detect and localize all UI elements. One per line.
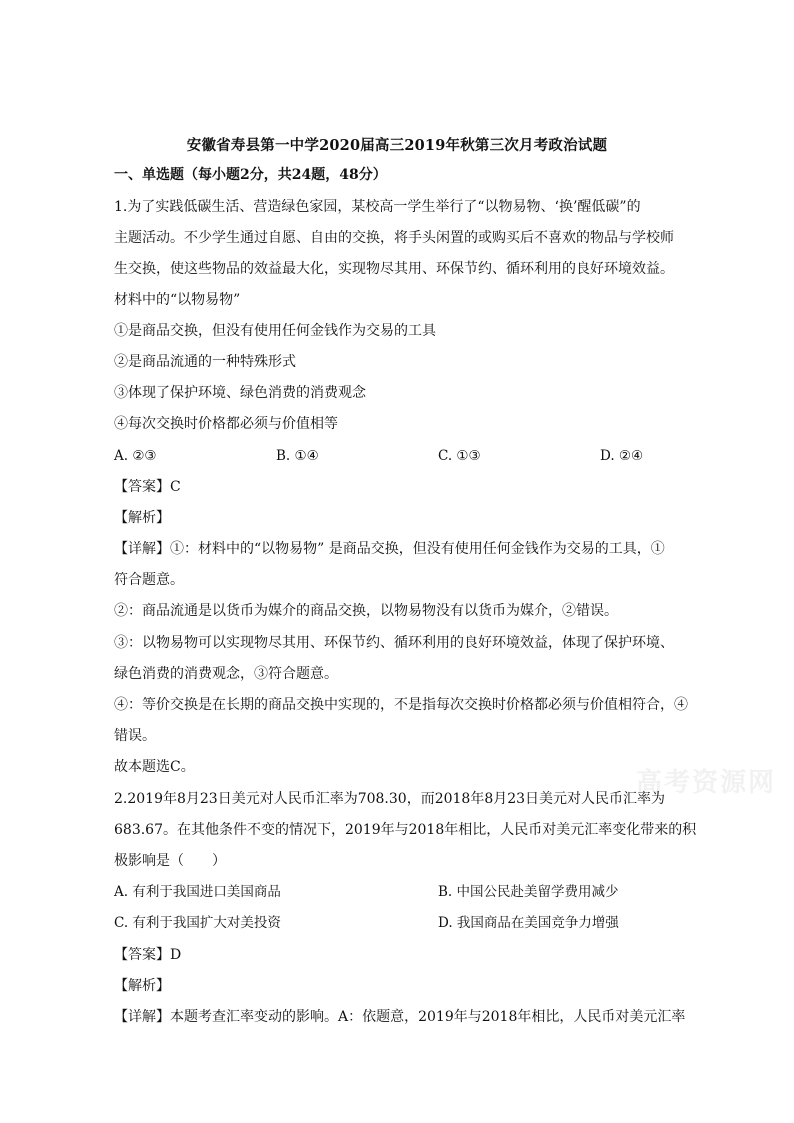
q2-option-c: C. 有利于我国扩大对美投资 xyxy=(114,915,281,931)
section-heading: 一、单选题（每小题2分，共24题，48分） xyxy=(114,167,387,183)
q1-stem-line: 生交换，使这些物品的效益最大化，实现物尽其用、环保节约、循环利用的良好环境效益。 xyxy=(114,261,674,277)
q1-option-d: D. ②④ xyxy=(600,448,644,464)
watermark: 高考资源网 xyxy=(636,768,777,798)
q1-statement: ①是商品交换，但没有使用任何金钱作为交易的工具 xyxy=(114,323,436,339)
q1-statement: ③体现了保护环境、绿色消费的消费观念 xyxy=(114,385,366,401)
q1-detail-line: 【详解】①：材料中的“以物易物” 是商品交换，但没有使用任何金钱作为交易的工具，① xyxy=(114,541,665,557)
q2-answer: 【答案】D xyxy=(114,947,182,963)
q1-detail-line: 故本题选C。 xyxy=(114,759,195,775)
q2-stem-line: 683.67。在其他条件不变的情况下，2019年与2018年相比，人民币对美元汇率变化带来的积 xyxy=(114,822,697,838)
q1-detail-line: ④：等价交换是在长期的商品交换中实现的，不是指每次交换时价格都必须与价值相符合，④ xyxy=(114,697,688,713)
q1-analysis-label: 【解析】 xyxy=(114,510,170,526)
q1-stem-line: 1.为了实践低碳生活、营造绿色家园，某校高一学生举行了“以物易物、‘换’醒低碳”的 xyxy=(114,199,641,215)
q1-statement: ②是商品流通的一种特殊形式 xyxy=(114,354,296,370)
q1-option-c: C. ①③ xyxy=(438,448,481,464)
q2-stem-line: 2.2019年8月23日美元对人民币汇率为708.30，而2018年8月23日美元对人民币汇率为 xyxy=(114,791,666,807)
q2-option-d: D. 我国商品在美国竞争力增强 xyxy=(438,915,619,931)
q1-answer: 【答案】C xyxy=(114,479,181,495)
q1-detail-line: 绿色消费的消费观念，③符合题意。 xyxy=(114,666,338,682)
q1-option-a: A. ②③ xyxy=(114,448,157,464)
q1-detail-line: ②：商品流通是以货币为媒介的商品交换，以物易物没有以货币为媒介，②错误。 xyxy=(114,603,618,619)
q2-analysis-label: 【解析】 xyxy=(114,978,170,994)
page-title: 安徽省寿县第一中学2020届高三2019年秋第三次月考政治试题 xyxy=(186,137,608,154)
q1-stem-line: 材料中的“以物易物” xyxy=(114,292,241,308)
q1-detail-line: ③：以物易物可以实现物尽其用、环保节约、循环利用的良好环境效益，体现了保护环境、 xyxy=(114,635,674,651)
q1-statement: ④每次交换时价格都必须与价值相等 xyxy=(114,416,338,432)
q1-detail-line: 错误。 xyxy=(114,728,156,744)
q1-stem-line: 主题活动。不少学生通过自愿、自由的交换，将手头闲置的或购买后不喜欢的物品与学校师 xyxy=(114,230,674,246)
q1-option-b: B. ①④ xyxy=(276,448,319,464)
q2-stem-line: 极影响是（ ） xyxy=(114,853,226,869)
q2-option-a: A. 有利于我国进口美国商品 xyxy=(114,884,281,900)
q2-detail-line: 【详解】本题考查汇率变动的影响。A：依题意，2019年与2018年相比，人民币对美元汇率 xyxy=(114,1009,686,1025)
q1-detail-line: 符合题意。 xyxy=(114,572,184,588)
q2-option-b: B. 中国公民赴美留学费用减少 xyxy=(438,884,619,900)
